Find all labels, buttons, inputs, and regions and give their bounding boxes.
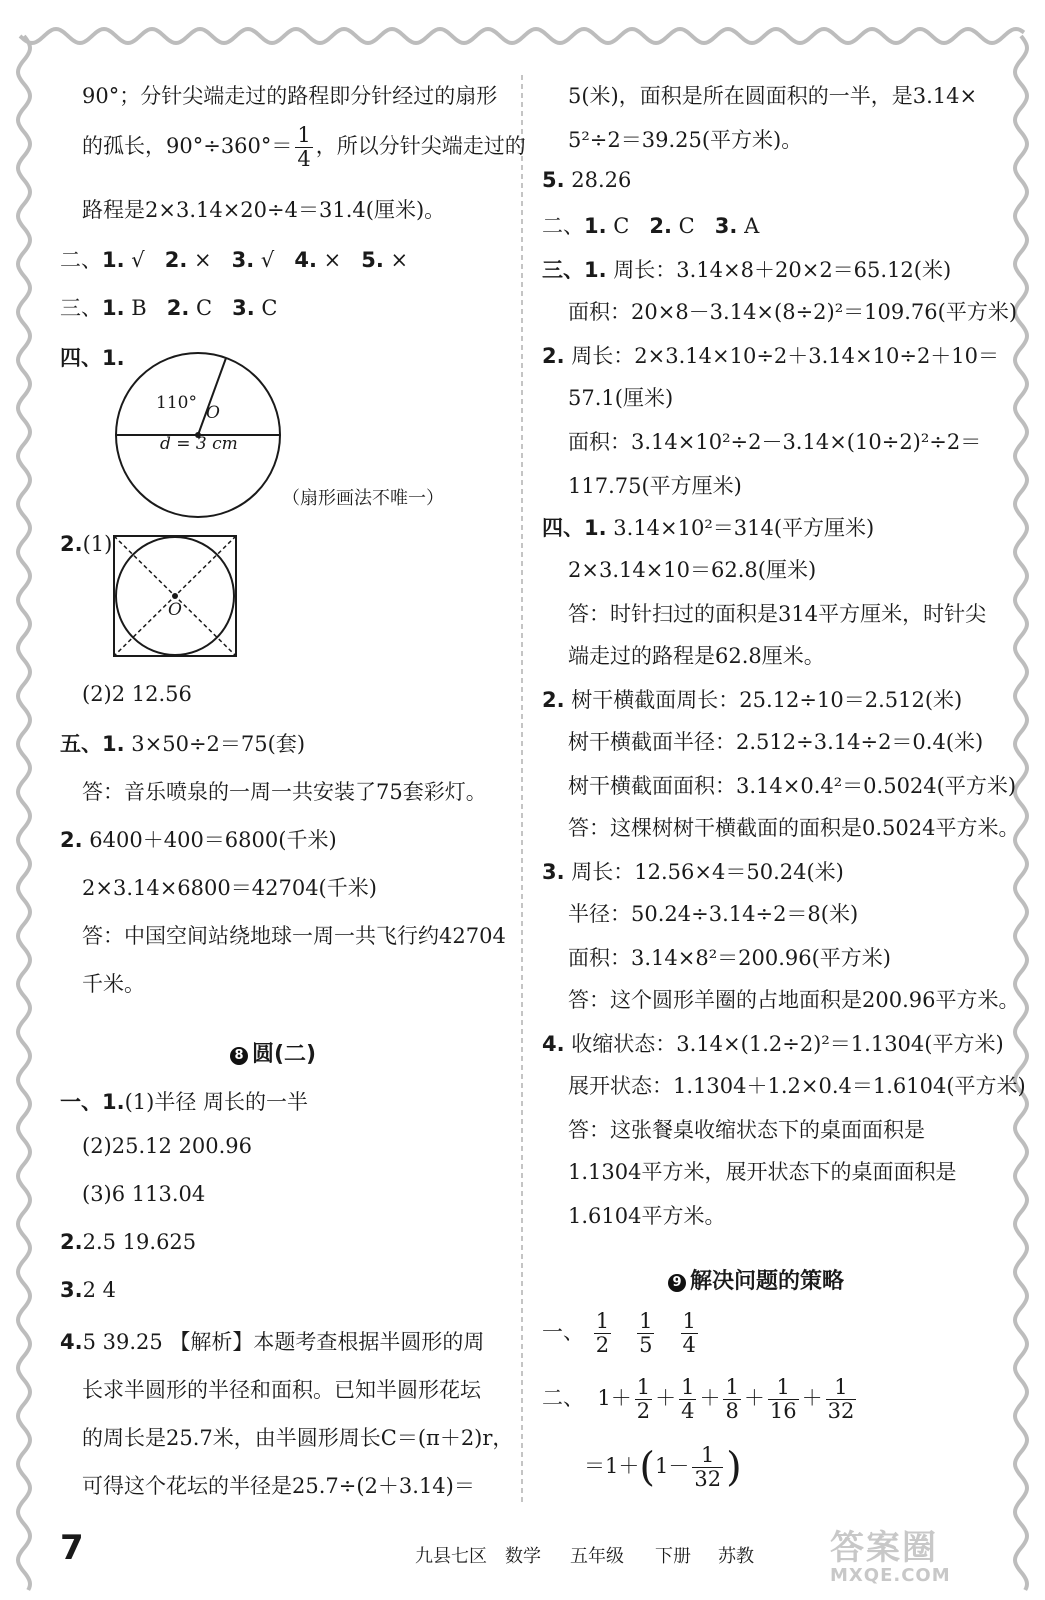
section-er-answers	[542, 210, 759, 240]
paren: (	[639, 1444, 655, 1491]
square-circle-diagram	[112, 534, 240, 658]
answer-line: 面积：20×8－3.14×(8÷2)²＝109.76(平方米)	[568, 300, 1018, 324]
answer-line: 5(米)，面积是所在圆面积的一半，是3.14×	[568, 84, 978, 108]
answer-line: 树干横截面半径：2.512÷3.14÷2＝0.4(米)	[568, 730, 984, 754]
answer-line	[542, 254, 951, 284]
section-label: 三、1.	[542, 258, 607, 282]
answer-line	[542, 340, 999, 370]
q-number: 2.	[542, 688, 565, 712]
q-number: 3.	[542, 860, 565, 884]
answer-line: (2)2 12.56	[82, 682, 192, 706]
answer-line: 答：这个圆形羊圈的占地面积是200.96平方米。	[568, 988, 1020, 1012]
answer-line: 2×3.14×10＝62.8(厘米)	[568, 558, 817, 582]
answer-line: 路程是2×3.14×20÷4＝31.4(厘米)。	[82, 198, 446, 222]
watermark-text: 答案圈	[830, 1528, 938, 1568]
numerator: 1	[681, 1375, 695, 1399]
denominator: 5	[639, 1333, 653, 1358]
footer-grade: 五年级	[570, 1546, 624, 1567]
text-span: 收缩状态：3.14×(1.2÷2)²＝1.1304(平方米)	[571, 1032, 1004, 1056]
q-number: 1.	[584, 214, 607, 238]
footer-edition: 苏教	[718, 1546, 754, 1567]
answer-line	[542, 684, 962, 714]
denominator: 4	[681, 1399, 695, 1424]
fraction-answer-line	[542, 1310, 701, 1357]
fraction	[826, 1376, 857, 1423]
numerator: 1	[725, 1375, 739, 1399]
section-san-answers	[60, 292, 278, 322]
section-label: 四、1.	[60, 346, 125, 370]
answer: A	[744, 214, 760, 238]
q-number: 2.	[60, 532, 83, 556]
answer-line: 5²÷2＝39.25(平方米)。	[568, 128, 803, 152]
answer: B	[131, 296, 147, 320]
section-heading	[230, 1037, 316, 1068]
frame-left-border	[18, 36, 30, 1590]
numerator: 1	[826, 1376, 857, 1400]
answer-line: 长求半圆形的半径和面积。已知半圆形花坛	[82, 1378, 481, 1402]
fraction	[681, 1310, 698, 1357]
text-span: 周长：3.14×8＋20×2＝65.12(米)	[613, 258, 952, 282]
q-number: 5.	[542, 168, 565, 192]
fraction	[594, 1310, 611, 1357]
denominator: 4	[682, 1333, 696, 1358]
answer-line: 的周长是25.7米，由半圆形周长C＝(π＋2)r，	[82, 1426, 514, 1450]
numerator: 1	[639, 1309, 653, 1333]
text-span: (1)半径 周长的一半	[124, 1090, 309, 1114]
text-span: 的孤长，90°÷360°＝	[82, 134, 293, 159]
answer-line: 展开状态：1.1304＋1.2×0.4＝1.6104(平方米)	[568, 1074, 1026, 1098]
answer-line	[60, 1326, 484, 1356]
answer-line: 90°；分针尖端走过的路程即分针经过的扇形	[82, 84, 498, 108]
answer: √	[260, 248, 275, 272]
sub-number: (1)	[82, 532, 113, 556]
answer-line: (3)6 113.04	[82, 1182, 206, 1206]
q-number: 3.	[231, 248, 255, 272]
section-number-badge: 9	[668, 1274, 686, 1292]
answer-line: 千米。	[82, 972, 145, 996]
answer-line: 1.6104平方米。	[568, 1204, 726, 1228]
answer-line: 面积：3.14×10²÷2－3.14×(10÷2)²÷2＝	[568, 430, 982, 454]
section-title: 圆(二)	[252, 1042, 317, 1067]
fraction	[723, 1376, 740, 1423]
answer: C	[261, 296, 278, 320]
answer-line: 答：这棵树树干横截面的面积是0.5024平方米。	[568, 816, 1020, 840]
section-label: 三、	[60, 296, 102, 320]
section-label: 一、1.	[60, 1090, 125, 1114]
fraction-equation-line	[584, 1444, 742, 1491]
text-span: 5 39.25 【解析】本题考查根据半圆形的周	[82, 1330, 485, 1354]
text-span: 3.14×10²＝314(平方厘米)	[613, 516, 875, 540]
denominator: 2	[636, 1399, 651, 1424]
answer-line	[60, 728, 305, 758]
answer-line	[542, 512, 874, 542]
answer-line	[60, 1278, 116, 1302]
diameter-label: d = 3 cm	[160, 434, 238, 454]
answer: ×	[390, 248, 409, 272]
section-label: 二、	[60, 248, 102, 272]
numerator: 1	[682, 1309, 696, 1333]
denominator: 32	[694, 1467, 722, 1492]
answer-line: 树干横截面面积：3.14×0.4²＝0.5024(平方米)	[568, 774, 1017, 798]
text-span: ＝1＋	[584, 1454, 640, 1479]
footer-subject: 数学	[505, 1546, 541, 1567]
text-span: 树干横截面周长：25.12÷10＝2.512(米)	[571, 688, 963, 712]
denominator: 32	[827, 1399, 855, 1424]
numerator: 1	[768, 1376, 799, 1400]
q-number: 2.	[60, 828, 83, 852]
q-number: 1.	[102, 248, 125, 272]
center-label: O	[168, 600, 182, 620]
answer-line: 可得这个花坛的半径是25.7÷(2＋3.14)＝	[82, 1474, 475, 1498]
footer-volume: 下册	[655, 1546, 691, 1567]
fraction	[637, 1310, 654, 1357]
answer-line	[542, 856, 844, 886]
denominator: 8	[725, 1399, 739, 1424]
section-label: 二、	[542, 214, 584, 238]
section-label: 四、1.	[542, 516, 607, 540]
text-span: 周长：12.56×4＝50.24(米)	[571, 860, 844, 884]
answer-line	[60, 1086, 308, 1116]
text-span: 1－	[654, 1454, 690, 1479]
denominator: 16	[769, 1399, 797, 1424]
fraction	[295, 124, 312, 171]
section-er-answers	[60, 244, 408, 274]
numerator: 1	[692, 1444, 723, 1468]
answer-line: 2×3.14×6800＝42704(千米)	[82, 876, 377, 900]
frame-top-border	[20, 29, 1024, 43]
answer-line	[542, 1028, 1004, 1058]
answer-line: 117.75(平方厘米)	[568, 474, 742, 498]
answer-line: 端走过的路程是62.8厘米。	[568, 644, 825, 668]
question-label	[60, 532, 112, 556]
section-label: 五、1.	[60, 732, 125, 756]
fraction	[635, 1376, 652, 1423]
section-title: 解决问题的策略	[690, 1269, 845, 1294]
page-number: 7	[60, 1528, 84, 1568]
q-number: 2.	[542, 344, 565, 368]
answer-line	[82, 124, 526, 171]
text-span: 28.26	[571, 168, 632, 192]
denominator: 2	[595, 1333, 610, 1358]
answer-line	[60, 824, 337, 854]
q-number: 5.	[361, 248, 384, 272]
answer-line: 答：中国空间站绕地球一周一共飞行约42704	[82, 924, 506, 948]
text-span: 3×50÷2＝75(套)	[131, 732, 306, 756]
q-number: 3.	[714, 214, 738, 238]
q-number: 2.	[166, 296, 190, 320]
q-number: 2.	[649, 214, 672, 238]
answer: ×	[323, 248, 342, 272]
fraction	[679, 1376, 696, 1423]
q-number: 1.	[102, 296, 125, 320]
answer: √	[131, 248, 145, 272]
answer-line	[60, 1230, 196, 1254]
angle-label: 110°	[156, 393, 197, 413]
fraction	[692, 1444, 723, 1491]
answer-line: 面积：3.14×8²＝200.96(平方米)	[568, 946, 891, 970]
footer-series: 九县七区	[415, 1546, 487, 1567]
center-label: O	[206, 403, 220, 423]
answer-line: (2)25.12 200.96	[82, 1134, 253, 1158]
answer-line: 答：这张餐桌收缩状态下的桌面面积是	[568, 1118, 925, 1142]
section-heading	[668, 1264, 844, 1295]
answer: C	[196, 296, 213, 320]
answer-line: 半径：50.24÷3.14÷2＝8(米)	[568, 902, 859, 926]
answer-line: 1.1304平方米，展开状态下的桌面面积是	[568, 1160, 957, 1184]
text-span: 1	[597, 1386, 611, 1411]
figure-note: （扇形画法不唯一）	[282, 488, 444, 509]
answer: C	[613, 214, 630, 238]
answer: ×	[193, 248, 212, 272]
numerator: 1	[636, 1375, 651, 1399]
q-number: 4.	[542, 1032, 565, 1056]
q-number: 3.	[60, 1278, 83, 1302]
answer: C	[678, 214, 695, 238]
watermark	[830, 1520, 951, 1586]
answer-line: 答：时针扫过的面积是314平方厘米，时针尖	[568, 602, 987, 626]
fraction	[768, 1376, 799, 1423]
answer-line: 答：音乐喷泉的一周一共安装了75套彩灯。	[82, 780, 487, 804]
text-span: 周长：2×3.14×10÷2＋3.14×10÷2＋10＝	[571, 344, 1000, 368]
denominator: 4	[297, 147, 311, 172]
q-number: 2.	[164, 248, 188, 272]
section-label: 一、	[542, 1320, 584, 1345]
q-number: 3.	[232, 296, 255, 320]
text-span: ，所以分针尖端走过的	[315, 134, 526, 159]
numerator: 1	[297, 123, 311, 147]
q-number: 4.	[294, 248, 317, 272]
q-number: 4.	[60, 1330, 83, 1354]
watermark-url: MXQE.COM	[830, 1565, 951, 1586]
fraction-sum-line: 二、 1＋ $\frac{1}{2}$ ＋ $\frac{1}{4}$ ＋ $\frac{1}{8}$ ＋ $\frac{1}{16}$ ＋ $\frac{1}{32}$	[542, 1375, 855, 1424]
text-span: 2.5 19.625	[82, 1230, 197, 1254]
answer-line: 57.1(厘米)	[568, 386, 674, 410]
text-span: 6400＋400＝6800(千米)	[89, 828, 337, 852]
section-number-badge: 8	[230, 1047, 248, 1065]
answer-line	[542, 168, 631, 192]
paren: )	[726, 1444, 742, 1491]
q-number: 2.	[60, 1230, 83, 1254]
section-label: 二、	[542, 1386, 584, 1411]
text-span: 2 4	[82, 1278, 116, 1302]
numerator: 1	[595, 1309, 610, 1333]
